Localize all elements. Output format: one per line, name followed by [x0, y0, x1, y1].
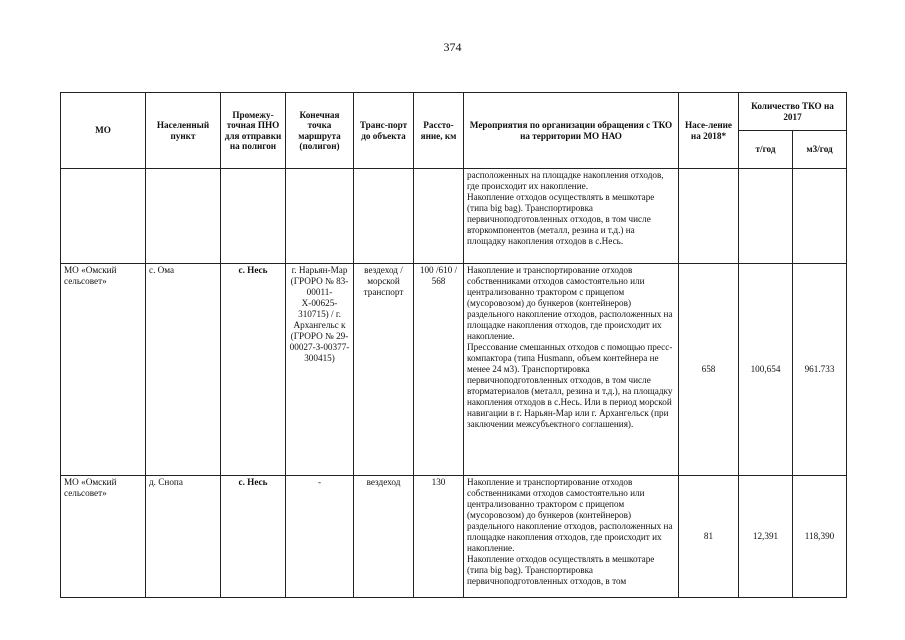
cell-tko-m3: 118,390	[793, 476, 847, 598]
cell-distance	[414, 169, 464, 264]
cell-tko-t	[739, 169, 793, 264]
cell-population: 658	[679, 264, 739, 476]
header-tko-m3: м3/год	[793, 131, 847, 169]
cell-mo: МО «Омский сельсовет»	[61, 264, 146, 476]
cell-endpoint: г. Нарьян-Мар (ГРОРО № 83-00011-Х-00625-310715) / г. Архангельс к (ГРОРО № 29-00027-З-00377-300415)	[286, 264, 354, 476]
header-tko-t: т/год	[739, 131, 793, 169]
header-transport: Транс-порт до объекта	[354, 93, 414, 169]
cell-endpoint: -	[286, 476, 354, 598]
header-settlement: Населенный пункт	[146, 93, 221, 169]
tko-table	[60, 92, 847, 598]
cell-intermediate	[221, 169, 286, 264]
cell-transport	[354, 169, 414, 264]
header-measures: Мероприятия по организации обращения с ТКО на территории МО НАО	[464, 93, 679, 169]
header-distance: Рассто-яние, км	[414, 93, 464, 169]
header-intermediate: Промежу-точная ПНО для отправки на полигон	[221, 93, 286, 169]
cell-distance: 130	[414, 476, 464, 598]
cell-tko-m3	[793, 169, 847, 264]
table-row	[61, 476, 847, 598]
cell-measures: Накопление и транспортирование отходов собственниками отходов самостоятельно или централизованно трактором с прицепом (мусоровозом) до бункеров (контейнеров) раздельного накопление отходов, расположенных на площадке накопления отходов, где происходит их накопление. Прессование смешанных отходов с помощью пресс-компактора (типа Husmann, объем контейнера не менее 24 м3). Транспортировка первичноподготовленных отходов, в том числе вторматериалов (металл, резина и т.д.), на площадку накопления отходов в с.Несь. Или в период морской навигации в г. Нарьян-Мар или г. Архангельск (при заключении межсубъектного соглашения).	[464, 264, 679, 476]
cell-settlement	[146, 169, 221, 264]
cell-tko-t: 12,391	[739, 476, 793, 598]
header-endpoint: Конечная точка маршрута (полигон)	[286, 93, 354, 169]
table-row	[61, 264, 847, 476]
table-row	[61, 169, 847, 264]
cell-tko-t: 100,654	[739, 264, 793, 476]
cell-population: 81	[679, 476, 739, 598]
cell-distance: 100 /610 / 568	[414, 264, 464, 476]
cell-transport: вездеход	[354, 476, 414, 598]
cell-intermediate: с. Несь	[221, 264, 286, 476]
cell-endpoint	[286, 169, 354, 264]
cell-intermediate: с. Несь	[221, 476, 286, 598]
header-tko-group: Количество ТКО на 2017	[739, 93, 847, 131]
cell-settlement: с. Ома	[146, 264, 221, 476]
cell-mo: МО «Омский сельсовет»	[61, 476, 146, 598]
header-population: Насе-ление на 2018*	[679, 93, 739, 169]
cell-tko-m3: 961.733	[793, 264, 847, 476]
cell-population	[679, 169, 739, 264]
cell-measures: расположенных на площадке накопления отходов, где происходит их накопление. Накопление отходов осуществлять в мешкотаре (типа big bag). Транспортировка первичноподготовленных отходов, в том числе вторкомпонентов (металл, резина и т.д.) на площадку накопления отходов в с.Несь.	[464, 169, 679, 264]
page-number: 374	[443, 40, 462, 54]
cell-settlement: д. Снопа	[146, 476, 221, 598]
header-mo: МО	[61, 93, 146, 169]
cell-transport: вездеход / морской транспорт	[354, 264, 414, 476]
cell-mo	[61, 169, 146, 264]
cell-measures: Накопление и транспортирование отходов собственниками отходов самостоятельно или централизованно трактором с прицепом (мусоровозом) до бункеров (контейнеров) раздельного накопление отходов, расположенных на площадке накопления отходов, где происходит их накопление. Накопление отходов осуществлять в мешкотаре (типа big bag). Транспортировка первичноподготовленных отходов, в том	[464, 476, 679, 598]
